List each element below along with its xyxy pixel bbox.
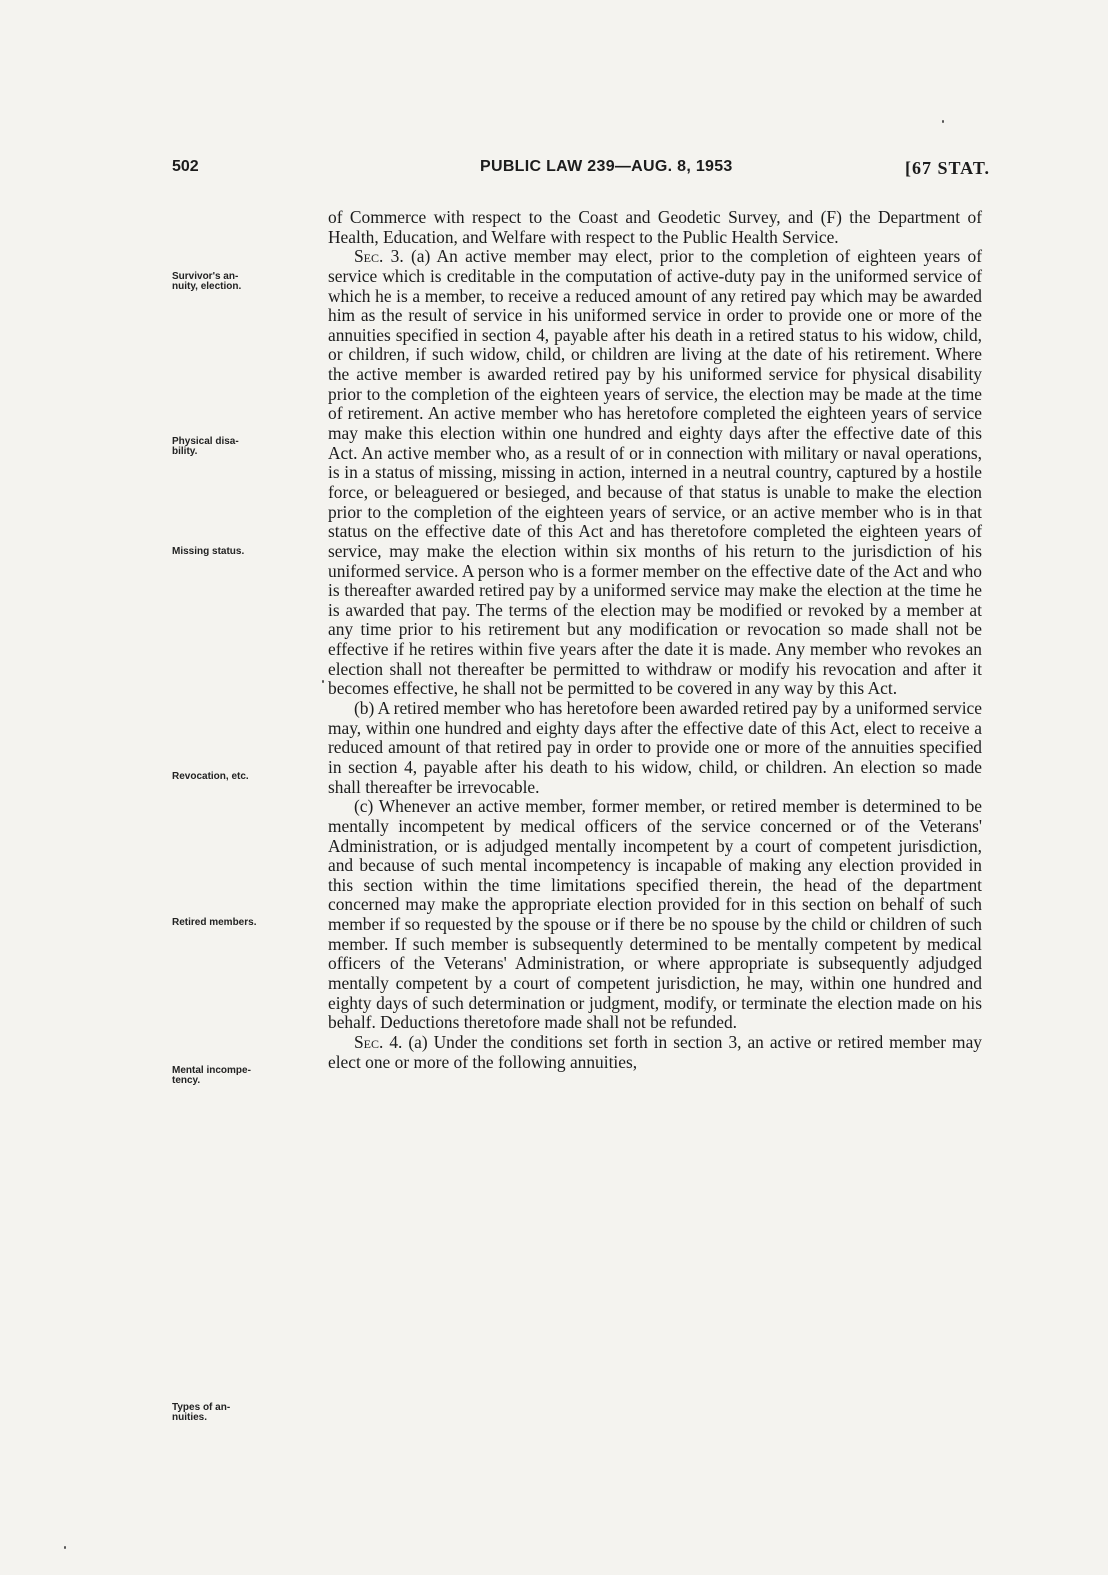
section-3-paragraph-a: Sec. 3. (a) An active member may elect, prior to the completion of eighteen years of service which is creditable in the computation of active-duty pay in the uniformed service of which he is a member, to receive a reduced amount of any retired pay which may be awarded him as the result of service in his uniformed service in order to provide one or more of the annuities specified in section 4, payable after his death in a retired status to his widow, child, or children, if such widow, child, or children are living at the date of his retirement. Where the active member is awarded retired pay by his uniformed service for physical disability prior to the completion of the eighteen years of service, the election may be made at the time of retirement. An active member who has heretofore completed the eighteen years of service may make this election within one hundred and eighty days after the effective date of this Act. An active member who, as a result of or in connection with military or naval operations, is in a status of missing, missing in action, interned in a neutral country, captured by a hostile force, or beleaguered or besieged, and because of that status is unable to make the election prior to the completion of the eighteen years of service, or an active member who is in that status on the effective date of this Act and has theretofore completed the eighteen years of service, may make the election within six months of his return to the jurisdiction of his uniformed service. A person who is a former member on the effective date of the Act and who is thereafter awarded retired pay by a uniformed service may make the election at the time he is awarded that pay. The terms of the election may be modified or revoked by a member at any time prior to his retirement but any modification or revocation so made shall not be effective if he retires within five years after the date it is made. Any member who revokes an election shall not thereafter be permitted to withdraw or modify his revocation and after it becomes effective, he shall not be permitted to be covered in any way by this Act. — [328, 246, 982, 699]
page-title: PUBLIC LAW 239—AUG. 8, 1953 — [480, 158, 733, 175]
scan-speck — [942, 120, 944, 123]
section-3-paragraph-c: (c) Whenever an active member, former member, or retired member is determined to be mentally incompetent by medical officers of the service concerned or of the Veterans' Administration, or is adjudged mentally incompetent by a court of competent jurisdiction, and because of such mental incompetency is incapable of making any election provided in this section within the time limitations specified therein, the head of the department concerned may make the appropriate election provided for in this section on behalf of such member if so requested by the spouse or if there be no spouse by the child or children of such member. If such member is subsequently determined to be mentally competent by medical officers of the Veterans' Administration, or where appropriate is subsequently adjudged mentally competent by a court of competent jurisdiction, he may, within one hundred and eighty days of such determination or judgment, modify, or terminate the election made on his behalf. Deductions theretofore made shall not be refunded. — [328, 796, 982, 1033]
section-4-paragraph-a: Sec. 4. (a) Under the conditions set forth in section 3, an active or retired member may elect one or more of the following annuities, — [328, 1031, 982, 1072]
paragraph-continuation: of Commerce with respect to the Coast and Geodetic Survey, and (F) the Department of Health, Education, and Welfare with respect to the Public Health Service. — [328, 207, 982, 247]
running-header — [172, 158, 990, 184]
section-3-label: Sec. 3. — [354, 246, 404, 267]
margin-note-revocation: Revocation, etc. — [172, 771, 249, 782]
margin-note-retired-members: Retired members. — [172, 917, 257, 928]
margin-note-types-of-annuities: Types of an- nuities. — [172, 1402, 231, 1423]
scan-speck — [64, 1546, 66, 1549]
statute-reference: [67 STAT. — [904, 158, 990, 178]
margin-note-missing-status: Missing status. — [172, 546, 245, 557]
section-4-label: Sec. 4. — [354, 1031, 403, 1052]
statute-body-text — [328, 208, 982, 1072]
margin-note-mental-incompetency: Mental incompe- tency. — [172, 1065, 251, 1086]
page-number: 502 — [172, 158, 199, 175]
section-3-paragraph-b: (b) A retired member who has heretofore been awarded retired pay by a uniformed service may, within one hundred and eighty days after the effective date of this Act, elect to receive a reduced amount of that retired pay in order to provide one or more of the annuities specified in section 4, payable after his death to his widow, child, or children. An election so made shall thereafter be irrevocable. — [328, 698, 982, 797]
scan-speck — [322, 680, 324, 683]
margin-note-survivors-annuity: Survivor's an- nuity, election. — [172, 271, 242, 292]
margin-note-physical-disability: Physical disa- bility. — [172, 436, 239, 457]
